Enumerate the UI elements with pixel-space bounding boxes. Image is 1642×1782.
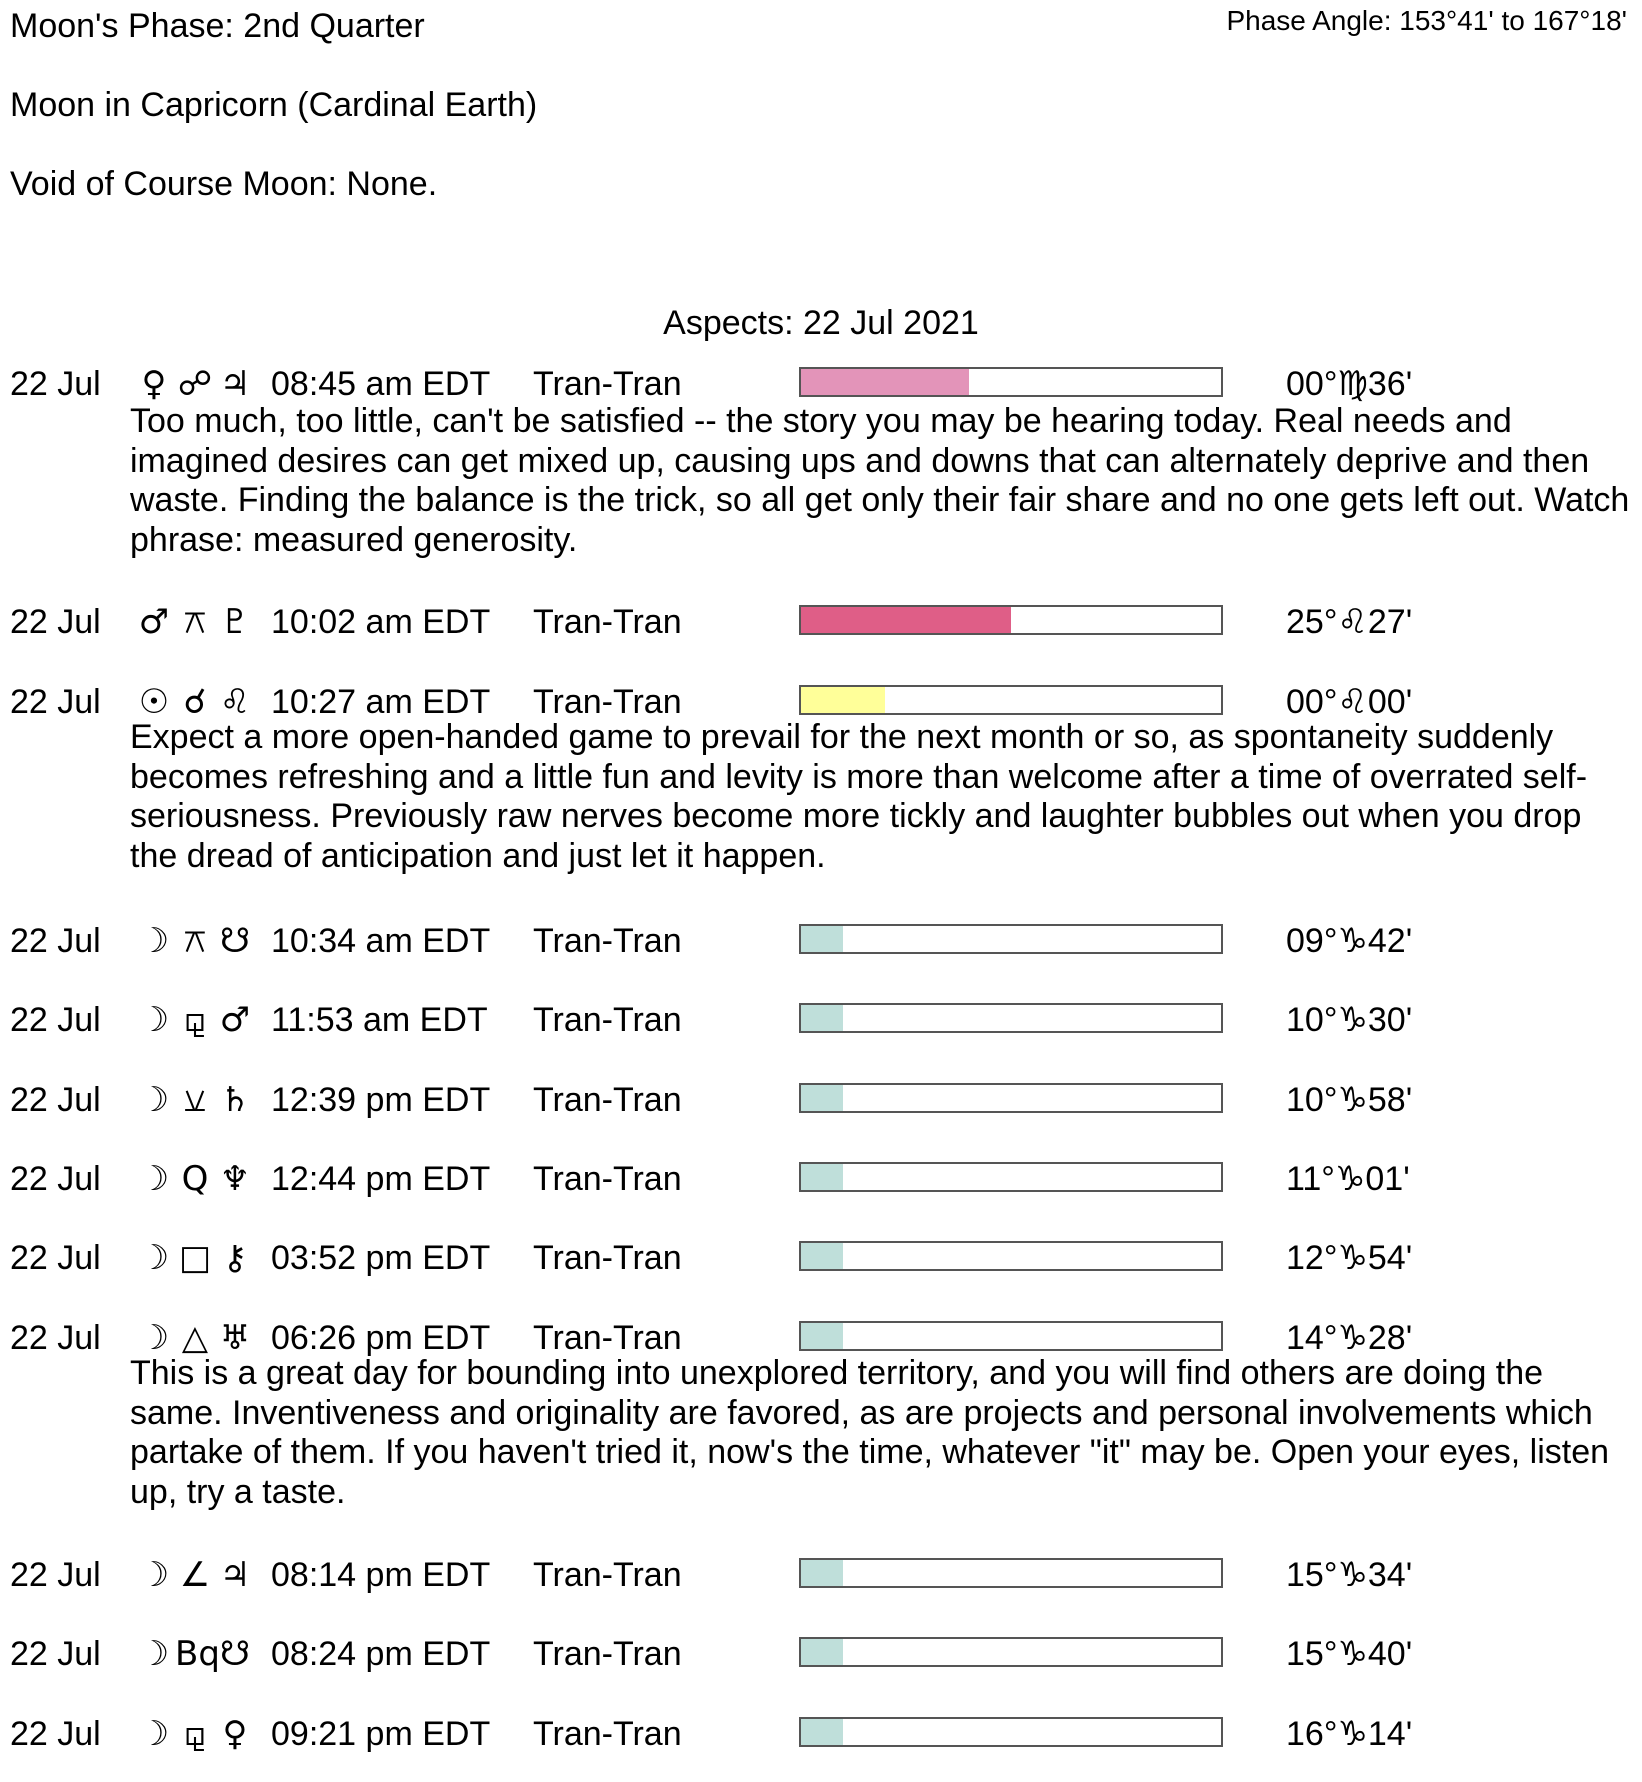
strength-bar-fill: [801, 926, 843, 952]
planet-1-glyph: ☽: [138, 1000, 170, 1040]
aspect-row: [0, 1157, 1642, 1203]
aspect-type: Tran-Tran: [533, 1556, 682, 1594]
strength-bar-fill: [801, 1560, 843, 1586]
aspect-date: 22 Jul: [10, 603, 101, 641]
strength-bar: [799, 924, 1223, 954]
aspect-row: [0, 1553, 1642, 1599]
aspect-glyph: ⚼: [183, 1000, 207, 1040]
aspect-type: Tran-Tran: [533, 1081, 682, 1119]
aspect-type: Tran-Tran: [533, 922, 682, 960]
planet-2-glyph: ♃: [219, 364, 251, 404]
planet-2-glyph: ♇: [219, 602, 251, 642]
zodiac-position: 09°♑42': [1286, 922, 1413, 960]
strength-bar-fill: [801, 1719, 843, 1745]
aspect-date: 22 Jul: [10, 1319, 101, 1357]
phase-angle-text: Phase Angle: 153°41' to 167°18': [1226, 5, 1627, 36]
zodiac-position: 10°♑30': [1286, 1001, 1413, 1039]
aspect-type: Tran-Tran: [533, 603, 682, 641]
aspect-time: 10:27 am EDT: [271, 683, 491, 721]
aspect-type: Tran-Tran: [533, 1160, 682, 1198]
planet-1-glyph: ☽: [138, 1634, 170, 1674]
aspect-time: 12:44 pm EDT: [271, 1160, 491, 1198]
aspect-time: 10:02 am EDT: [271, 603, 491, 641]
planet-2-glyph: ♌: [219, 682, 251, 722]
strength-bar: [799, 1321, 1223, 1351]
strength-bar-fill: [801, 1323, 843, 1349]
aspect-glyph: △: [181, 1318, 209, 1358]
aspect-time: 08:45 am EDT: [271, 365, 491, 403]
aspect-type: Tran-Tran: [533, 1001, 682, 1039]
planet-1-glyph: ♂: [138, 602, 170, 642]
aspect-time: 08:24 pm EDT: [271, 1635, 491, 1673]
void-of-course-text: Void of Course Moon: None.: [10, 165, 438, 203]
strength-bar: [799, 1083, 1223, 1113]
strength-bar-fill: [801, 369, 969, 395]
planet-1-glyph: ☉: [138, 682, 170, 722]
strength-bar: [799, 1558, 1223, 1588]
aspect-glyph: ⚼: [183, 1714, 207, 1754]
zodiac-position: 15°♑34': [1286, 1556, 1413, 1594]
aspect-time: 10:34 am EDT: [271, 922, 491, 960]
zodiac-position: 11°♑01': [1286, 1160, 1410, 1198]
planet-2-glyph: ♂: [219, 1000, 251, 1040]
strength-bar: [799, 1003, 1223, 1033]
aspect-glyph: □: [178, 1238, 212, 1278]
aspect-row: [0, 1712, 1642, 1758]
planet-2-glyph: ♀: [222, 1714, 248, 1754]
aspect-glyph: Bq: [175, 1634, 220, 1674]
aspect-glyph: ☍: [177, 364, 213, 404]
strength-bar: [799, 1717, 1223, 1747]
aspect-type: Tran-Tran: [533, 1319, 682, 1357]
planet-1-glyph: ♀: [141, 364, 167, 404]
aspect-type: Tran-Tran: [533, 683, 682, 721]
aspect-type: Tran-Tran: [533, 365, 682, 403]
planet-1-glyph: ☽: [138, 1714, 170, 1754]
aspect-date: 22 Jul: [10, 365, 101, 403]
aspect-time: 08:14 pm EDT: [271, 1556, 491, 1594]
strength-bar: [799, 605, 1223, 635]
aspect-glyph: ∠: [179, 1555, 211, 1595]
moon-phase-text: Moon's Phase: 2nd Quarter: [10, 7, 425, 45]
strength-bar: [799, 685, 1223, 715]
strength-bar-fill: [801, 607, 1011, 633]
aspect-description: Expect a more open-handed game to prevail for the next month or so, as spontaneity suddenly becomes refreshing and a little fun and levity is more than welcome after a time of overrated self-seriousness. Previously raw nerves become more tickly and laughter bubbles out when you drop the dread of anticipation and just let it happen.: [130, 718, 1588, 875]
aspect-row: [0, 919, 1642, 965]
aspect-glyph: ☌: [183, 682, 207, 722]
planet-2-glyph: ⚷: [222, 1238, 248, 1278]
aspect-date: 22 Jul: [10, 683, 101, 721]
aspect-row: [0, 1078, 1642, 1124]
strength-bar: [799, 1162, 1223, 1192]
aspect-date: 22 Jul: [10, 1160, 101, 1198]
aspect-date: 22 Jul: [10, 1715, 101, 1753]
planet-2-glyph: ♅: [219, 1318, 251, 1358]
aspect-type: Tran-Tran: [533, 1635, 682, 1673]
aspect-row: [0, 1632, 1642, 1678]
aspect-time: 12:39 pm EDT: [271, 1081, 491, 1119]
aspect-glyph: ⚻: [183, 602, 207, 642]
aspect-row: [0, 998, 1642, 1044]
strength-bar-fill: [801, 1639, 843, 1665]
strength-bar-fill: [801, 1085, 843, 1111]
aspect-row: [0, 1236, 1642, 1282]
planet-1-glyph: ☽: [138, 1080, 170, 1120]
aspect-date: 22 Jul: [10, 922, 101, 960]
moon-sign-text: Moon in Capricorn (Cardinal Earth): [10, 86, 538, 124]
planet-1-glyph: ☽: [138, 1555, 170, 1595]
aspect-time: 11:53 am EDT: [271, 1001, 488, 1039]
strength-bar-fill: [801, 1005, 843, 1031]
aspect-glyph: Q: [181, 1159, 209, 1199]
zodiac-position: 14°♑28': [1286, 1319, 1413, 1357]
aspect-time: 03:52 pm EDT: [271, 1239, 491, 1277]
aspect-description: Too much, too little, can't be satisfied -- the story you may be hearing today. Real needs and imagined desires can get mixed up, causing ups and downs that can alternately deprive and then waste. Finding the balance is the trick, so all get only their fair share and no one gets left out. Watch phrase: measured generosity.: [130, 402, 1630, 559]
aspect-time: 06:26 pm EDT: [271, 1319, 491, 1357]
aspect-date: 22 Jul: [10, 1081, 101, 1119]
aspect-type: Tran-Tran: [533, 1715, 682, 1753]
strength-bar: [799, 1637, 1223, 1667]
planet-2-glyph: ♆: [219, 1159, 251, 1199]
aspect-glyph: ⚺: [183, 1080, 207, 1120]
strength-bar: [799, 1241, 1223, 1271]
zodiac-position: 15°♑40': [1286, 1635, 1413, 1673]
planet-1-glyph: ☽: [138, 1159, 170, 1199]
strength-bar-fill: [801, 1164, 843, 1190]
planet-2-glyph: ♃: [219, 1555, 251, 1595]
aspect-row: [0, 600, 1642, 646]
zodiac-position: 10°♑58': [1286, 1081, 1413, 1119]
aspect-type: Tran-Tran: [533, 1239, 682, 1277]
strength-bar: [799, 367, 1223, 397]
aspect-date: 22 Jul: [10, 1556, 101, 1594]
strength-bar-fill: [801, 687, 885, 713]
planet-2-glyph: ☋: [219, 921, 251, 961]
aspects-title: Aspects: 22 Jul 2021: [663, 304, 979, 342]
aspect-description: This is a great day for bounding into unexplored territory, and you will find others are doing the same. Inventiveness and originality are favored, as are projects and personal involvements which partake of them. If you haven't tried it, now's the time, whatever "it" may be. Open your eyes, listen up, try a taste.: [130, 1354, 1610, 1511]
planet-2-glyph: ♄: [219, 1080, 251, 1120]
aspect-date: 22 Jul: [10, 1635, 101, 1673]
aspect-glyph: ⚻: [183, 921, 207, 961]
zodiac-position: 25°♌27': [1286, 603, 1413, 641]
zodiac-position: 12°♑54': [1286, 1239, 1413, 1277]
aspect-time: 09:21 pm EDT: [271, 1715, 491, 1753]
planet-2-glyph: ☋: [219, 1634, 251, 1674]
zodiac-position: 00°♌00': [1286, 683, 1413, 721]
planet-1-glyph: ☽: [138, 1238, 170, 1278]
zodiac-position: 00°♍36': [1286, 365, 1413, 403]
aspect-date: 22 Jul: [10, 1001, 101, 1039]
strength-bar-fill: [801, 1243, 843, 1269]
planet-1-glyph: ☽: [138, 921, 170, 961]
zodiac-position: 16°♑14': [1286, 1715, 1413, 1753]
planet-1-glyph: ☽: [138, 1318, 170, 1358]
aspect-date: 22 Jul: [10, 1239, 101, 1277]
